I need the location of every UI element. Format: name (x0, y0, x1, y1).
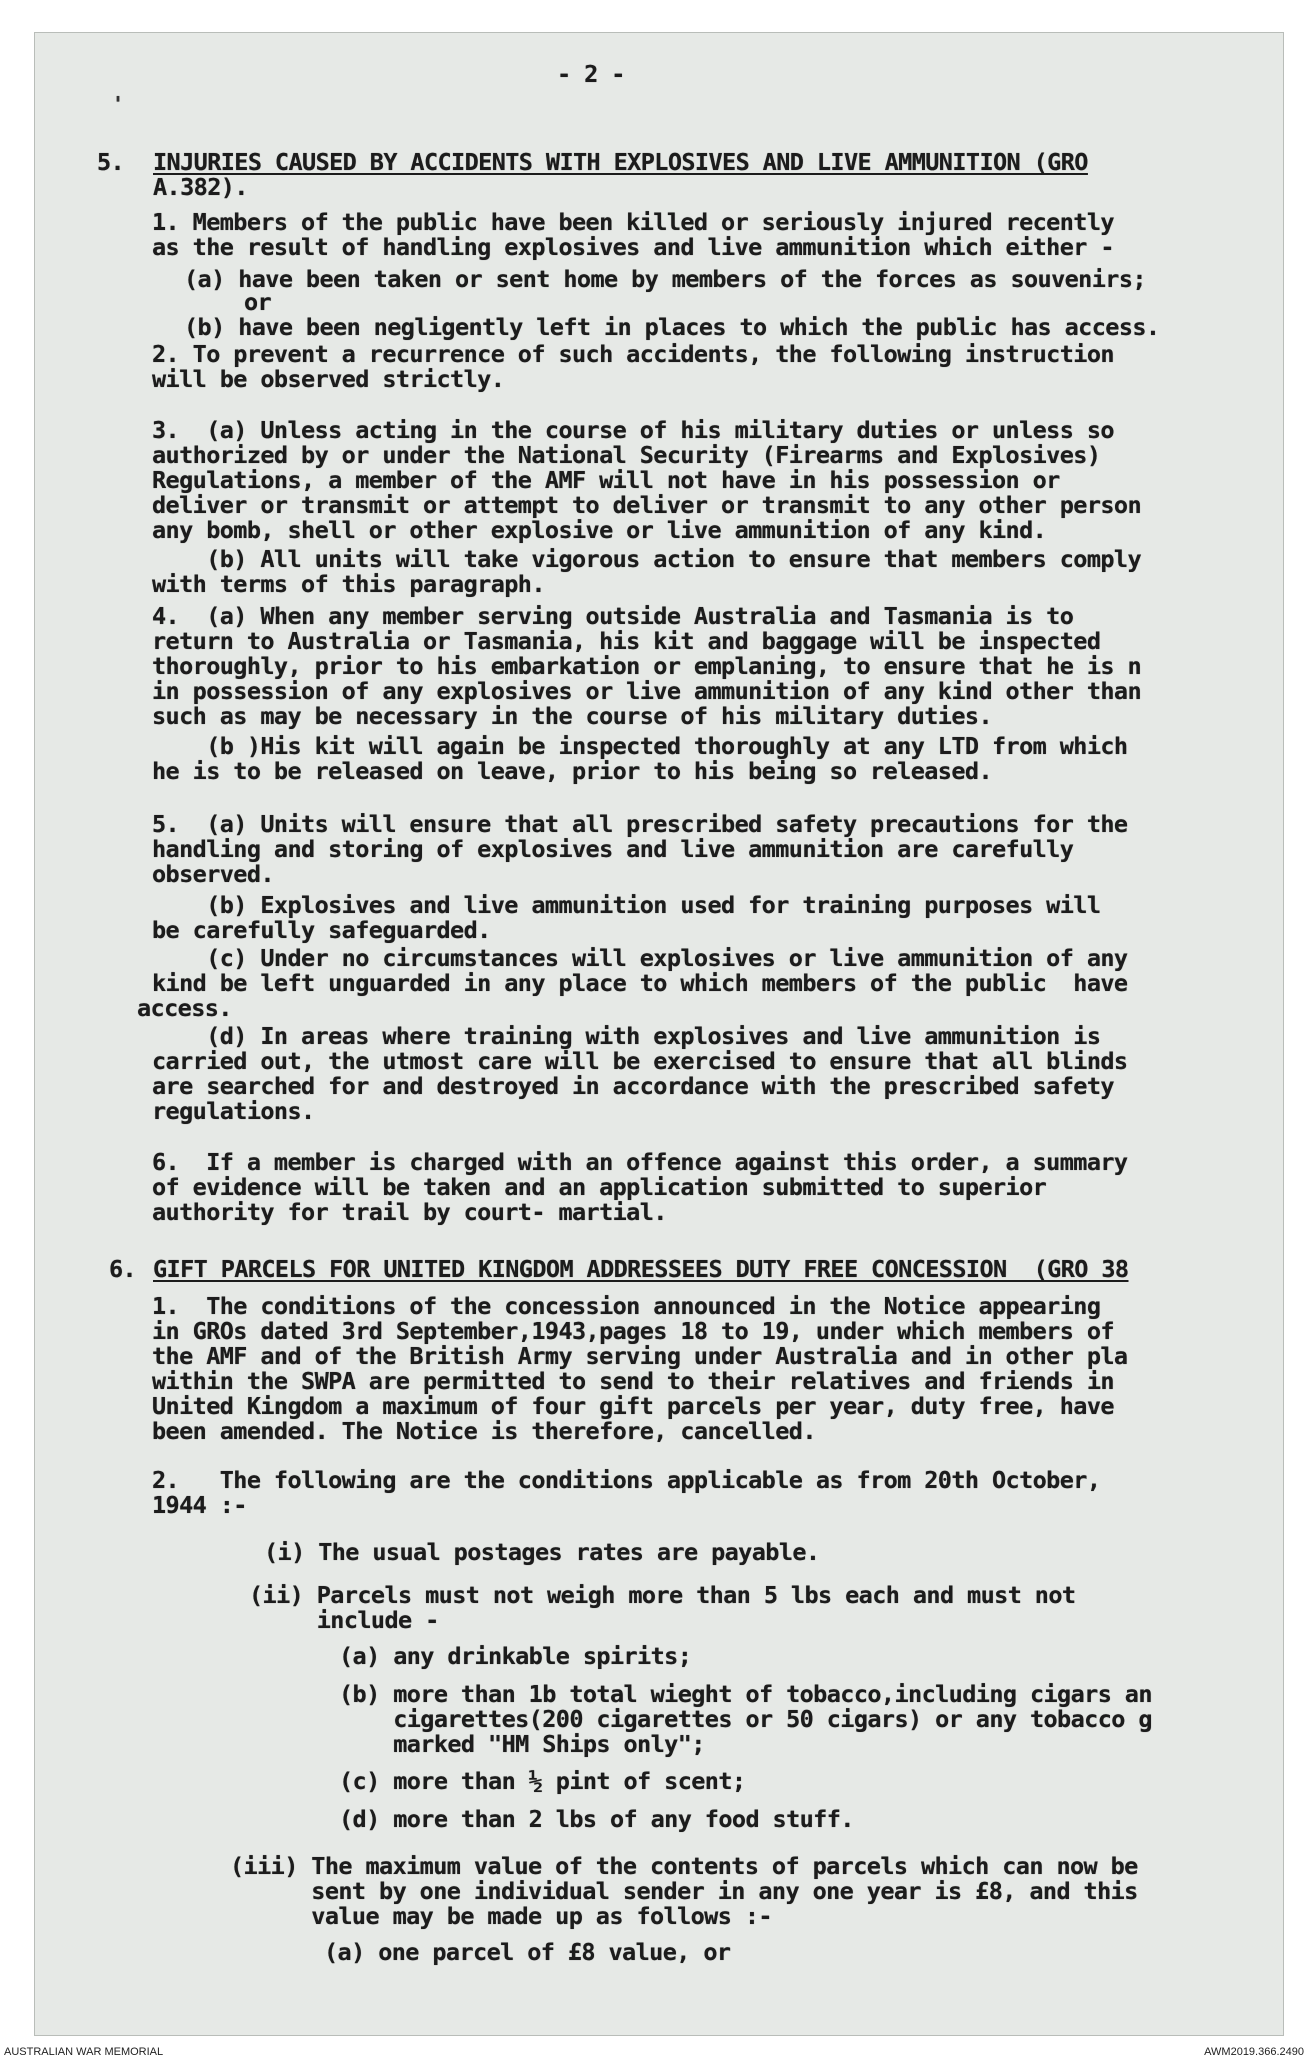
page-number: - 2 - (557, 60, 625, 88)
s6-p2-line: 2. The following are the conditions applicable as from 20th October, (152, 1466, 1101, 1494)
s6-p1-line: been amended. The Notice is therefore, cancelled. (152, 1417, 816, 1445)
s5-p5d-line: regulations. (152, 1097, 315, 1125)
s5-p1-line: 1. Members of the public have been killed or seriously injured recently (152, 208, 1114, 236)
s5-p3a-line: any bomb, shell or other explosive or live ammunition of any kind. (152, 516, 1047, 544)
s5-p1a: (a) have been taken or sent home by members of the forces as souvenirs; (184, 265, 1146, 293)
s6-item-iii-line: value may be made up as follows :- (230, 1902, 772, 1930)
s5-p5a-line: observed. (152, 860, 274, 888)
s5-p5d-line: carried out, the utmost care will be exercised to ensure that all blinds (152, 1047, 1128, 1075)
s5-p4a-line: return to Australia or Tasmania, his kit and baggage will be inspected (152, 627, 1101, 655)
s5-p1a-or: or (244, 288, 272, 316)
s5-p5d-line: are searched for and destroyed in accordance with the prescribed safety (152, 1072, 1114, 1100)
s5-p1b: (b) have been negligently left in places to which the public has access. (184, 313, 1160, 341)
s6-item-ii-b-line: marked "HM Ships only"; (339, 1730, 705, 1758)
s6-p1-line: 1. The conditions of the concession announced in the Notice appearing (152, 1292, 1101, 1320)
s5-p5c-line: access. (137, 994, 232, 1022)
s6-item-ii-line: (ii) Parcels must not weigh more than 5 lbs each and must not (249, 1581, 1076, 1609)
s5-p6-line: 6. If a member is charged with an offence against this order, a summary (152, 1148, 1128, 1176)
s5-p4a-line: such as may be necessary in the course of his military duties. (152, 702, 992, 730)
s6-item-i: (i) The usual postages rates are payable. (264, 1538, 820, 1566)
s5-p4b-line: (b )His kit will again be inspected thoroughly at any LTD from which (152, 732, 1128, 760)
s5-p6-line: of evidence will be taken and an application submitted to superior (152, 1173, 1047, 1201)
s6-p1-line: United Kingdom a maximum of four gift parcels per year, duty free, have (152, 1392, 1114, 1420)
section-5-heading: INJURIES CAUSED BY ACCIDENTS WITH EXPLOSIVES AND LIVE AMMUNITION (GRO (153, 148, 1088, 176)
s5-p5a-line: handling and storing of explosives and live ammunition are carefully (152, 835, 1074, 863)
s5-p2-line: 2. To prevent a recurrence of such accidents, the following instruction (152, 340, 1114, 368)
s5-p3b-line: (b) All units will take vigorous action to ensure that members comply (152, 545, 1142, 573)
s5-p4b-line: he is to be released on leave, prior to his being so released. (152, 757, 992, 785)
archive-reference: AWM2019.366.2490 (1204, 2046, 1304, 2058)
s5-p4a-line: thoroughly, prior to his embarkation or emplaning, to ensure that he is n (152, 652, 1142, 680)
s6-p2-line: 1944 :- (152, 1491, 247, 1519)
s5-p5c-line: (c) Under no circumstances will explosives or live ammunition of any (152, 944, 1128, 972)
typed-text (34, 32, 1284, 2007)
section-6-number: 6. (109, 1255, 137, 1283)
s5-p5b-line: be carefully safeguarded. (152, 916, 491, 944)
s5-p1-line: as the result of handling explosives and live ammunition which either - (152, 233, 1114, 261)
archive-name: AUSTRALIAN WAR MEMORIAL (4, 2046, 164, 2058)
s6-item-ii-b-line: cigarettes(200 cigarettes or 50 cigars) or any tobacco g (339, 1705, 1152, 1733)
s5-p3a-line: Regulations, a member of the AMF will not have in his possession or (152, 466, 1060, 494)
s5-p3b-line: with terms of this paragraph. (152, 570, 545, 598)
s6-item-ii-c: (c) more than ½ pint of scent; (339, 1767, 746, 1795)
s5-p3a-line: authorized by or under the National Security (Firearms and Explosives) (152, 441, 1101, 469)
s6-p1-line: in GROs dated 3rd September,1943,pages 18 to 19, under which members of (152, 1317, 1114, 1345)
s6-item-ii-a: (a) any drinkable spirits; (339, 1642, 692, 1670)
s6-item-ii-b-line: (b) more than 1b total wieght of tobacco,including cigars an (339, 1680, 1152, 1708)
s5-p5c-line: kind be left unguarded in any place to which members of the public have (152, 969, 1128, 997)
section-5-heading-ref: A.382). (153, 173, 248, 201)
s6-item-ii-line: include - (249, 1606, 439, 1634)
s5-p2-line: will be observed strictly. (152, 365, 505, 393)
section-5-number: 5. (97, 148, 125, 176)
s5-p4a-line: 4. (a) When any member serving outside Australia and Tasmania is to (152, 602, 1074, 630)
s6-item-iii-line: sent by one individual sender in any one year is £8, and this (230, 1877, 1138, 1905)
s5-p4a-line: in possession of any explosives or live ammunition of any kind other than (152, 677, 1142, 705)
s5-p3a-line: 3. (a) Unless acting in the course of his military duties or unless so (152, 416, 1114, 444)
s5-p3a-line: deliver or transmit or attempt to deliver or transmit to any other person (152, 491, 1142, 519)
s6-item-iii-line: (iii) The maximum value of the contents of parcels which can now be (230, 1852, 1138, 1880)
document-page (34, 32, 1284, 2036)
s6-p1-line: within the SWPA are permitted to send to their relatives and friends in (152, 1367, 1114, 1395)
section-6-heading: GIFT PARCELS FOR UNITED KINGDOM ADDRESSEES DUTY FREE CONCESSION (GRO 38 (153, 1255, 1129, 1283)
s5-p5d-line: (d) In areas where training with explosives and live ammunition is (152, 1022, 1101, 1050)
s6-p1-line: the AMF and of the British Army serving under Australia and in other pla (152, 1342, 1128, 1370)
s5-p5b-line: (b) Explosives and live ammunition used for training purposes will (152, 891, 1101, 919)
margin-mark: ' (112, 92, 124, 116)
s5-p6-line: authority for trail by court- martial. (152, 1198, 667, 1226)
s6-item-ii-d: (d) more than 2 lbs of any food stuff. (339, 1805, 854, 1833)
s5-p5a-line: 5. (a) Units will ensure that all prescribed safety precautions for the (152, 810, 1128, 838)
archive-footer (4, 2046, 1304, 2060)
s6-item-iii-a: (a) one parcel of £8 value, or (324, 1938, 731, 1966)
